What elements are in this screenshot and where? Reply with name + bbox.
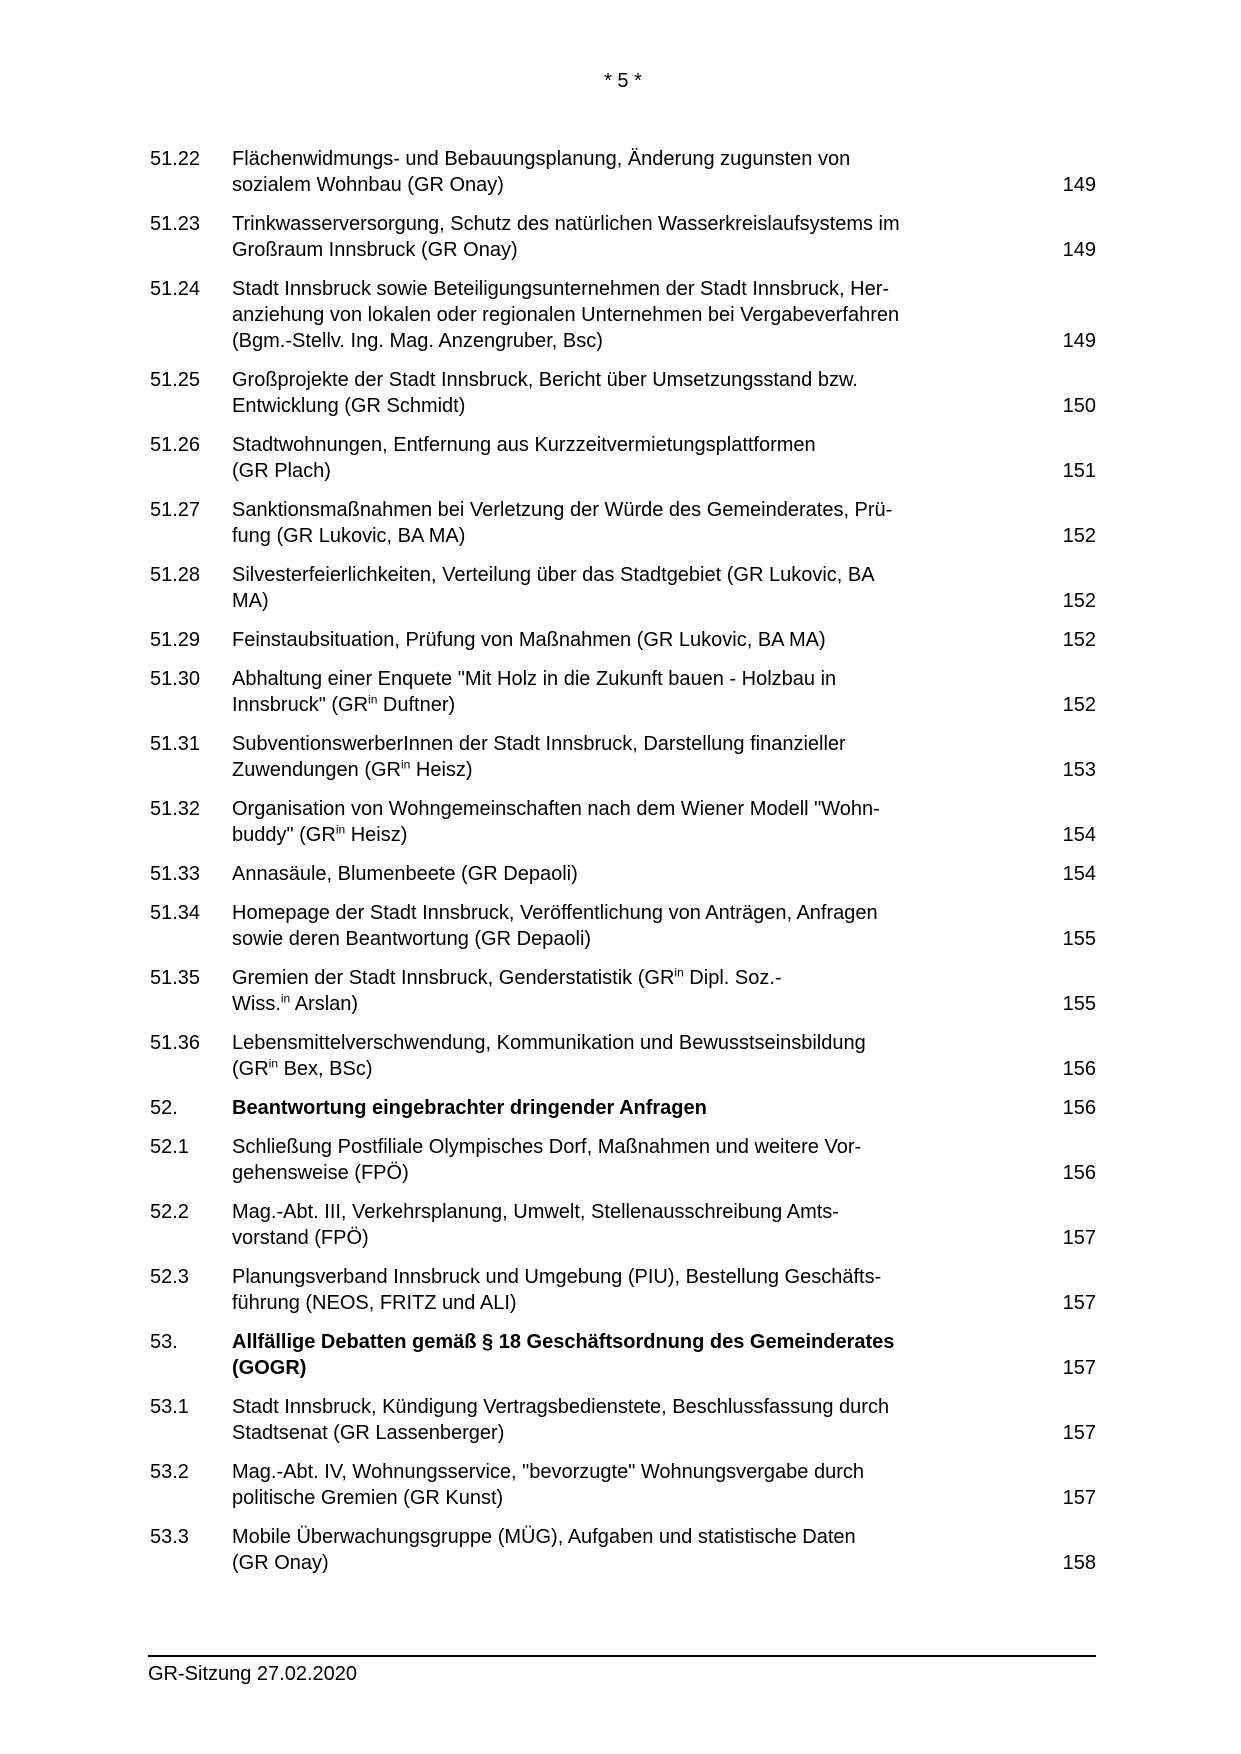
toc-line-text: Mag.-Abt. III, Verkehrsplanung, Umwelt, Stellenausschreibung Amts- [232, 1201, 839, 1223]
footer-text: GR-Sitzung 27.02.2020 [148, 1663, 358, 1685]
toc-item-number: 53.2 [150, 1461, 189, 1483]
toc-item-number: 51.23 [150, 213, 201, 235]
toc-item-title [232, 1329, 1024, 1381]
toc-line-text: gehensweise (FPÖ) [232, 1162, 409, 1184]
toc-item-number: 51.26 [150, 434, 201, 456]
toc-item-page: 151 [1062, 460, 1096, 482]
toc-item [150, 796, 1096, 848]
toc-item [150, 146, 1096, 198]
toc-line-text: (GR [232, 1058, 269, 1080]
toc-item-number: 51.25 [150, 369, 201, 391]
toc-line-text: Großprojekte der Stadt Innsbruck, Bericht über Umsetzungsstand bzw. [232, 369, 858, 391]
toc-item-page: 152 [1062, 694, 1096, 716]
toc-item-number: 51.29 [150, 629, 201, 651]
footer-divider [148, 1655, 1096, 1657]
toc-line-text: (Bgm.-Stellv. Ing. Mag. Anzengruber, Bsc) [232, 330, 603, 352]
toc-item-number: 53.1 [150, 1396, 189, 1418]
toc-line-text: Abhaltung einer Enquete "Mit Holz in die Zukunft bauen - Holzbau in [232, 668, 837, 690]
toc-item [150, 1264, 1096, 1316]
toc-item-title [232, 211, 1024, 263]
toc-line-text: sowie deren Beantwortung (GR Depaoli) [232, 928, 592, 950]
toc-line-text: Großraum Innsbruck (GR Onay) [232, 239, 518, 261]
toc-line-text: Wiss. [232, 993, 281, 1015]
toc-item-number: 51.31 [150, 733, 201, 755]
toc-item-page: 154 [1062, 863, 1096, 885]
toc-item-title [232, 276, 1024, 354]
toc-line-text: Organisation von Wohngemeinschaften nach dem Wiener Modell "Wohn- [232, 798, 880, 820]
toc-item-number: 51.36 [150, 1032, 201, 1054]
toc-line-text: buddy" (GR [232, 824, 336, 846]
toc-item [150, 1095, 1096, 1121]
toc-item-number: 51.32 [150, 798, 201, 820]
toc-item-number: 52.2 [150, 1201, 189, 1223]
toc-item-title [232, 1524, 1024, 1576]
toc-line-text: sozialem Wohnbau (GR Onay) [232, 174, 504, 196]
toc-item-title [232, 1030, 1024, 1082]
toc-item-number: 53.3 [150, 1526, 189, 1548]
toc-item-title [232, 1394, 1024, 1446]
toc-item-page: 149 [1062, 174, 1096, 196]
toc-item-title [232, 432, 1024, 484]
toc-item-title [232, 1199, 1024, 1251]
toc-item-title [232, 861, 1024, 887]
toc-line-text: Stadtwohnungen, Entfernung aus Kurzzeitvermietungsplattformen [232, 434, 816, 456]
toc-line-text: MA) [232, 590, 269, 612]
page-number-header: * 5 * [604, 70, 642, 92]
toc-line-text: Stadt Innsbruck, Kündigung Vertragsbedienstete, Beschlussfassung durch [232, 1396, 890, 1418]
toc-item [150, 1199, 1096, 1251]
toc-item-title [232, 796, 1024, 848]
toc-line-text: Lebensmittelverschwendung, Kommunikation und Bewusstseinsbildung [232, 1032, 866, 1054]
toc-item-page: 157 [1062, 1292, 1096, 1314]
toc-item-number: 52.1 [150, 1136, 189, 1158]
toc-item-title [232, 367, 1024, 419]
toc-line-text: Trinkwasserversorgung, Schutz des natürlichen Wasserkreislaufsystems im [232, 213, 900, 235]
toc-item-page: 157 [1062, 1487, 1096, 1509]
toc-item [150, 731, 1096, 783]
superscript-in: in [674, 965, 684, 980]
toc-line-text: Flächenwidmungs- und Bebauungsplanung, Änderung zugunsten von [232, 148, 851, 170]
toc-line-text: Heisz) [345, 824, 408, 846]
toc-item [150, 1329, 1096, 1381]
toc-item [150, 1030, 1096, 1082]
toc-item-page: 150 [1062, 395, 1096, 417]
toc-item [150, 432, 1096, 484]
toc-line-text: führung (NEOS, FRITZ und ALI) [232, 1292, 517, 1314]
superscript-in: in [335, 822, 346, 837]
toc-line-text: (GR Onay) [232, 1552, 329, 1574]
toc-item-page: 149 [1062, 239, 1096, 261]
toc-item-number: 52. [150, 1097, 178, 1119]
toc-line-text: Bex, BSc) [278, 1058, 373, 1080]
toc-item-number: 51.28 [150, 564, 201, 586]
toc-item [150, 627, 1096, 653]
toc-item [150, 1134, 1096, 1186]
toc-item-page: 156 [1062, 1058, 1096, 1080]
toc-item-page: 157 [1062, 1227, 1096, 1249]
toc-line-text: Stadt Innsbruck sowie Beteiligungsunternehmen der Stadt Innsbruck, Her- [232, 278, 890, 300]
toc-line-text: Zuwendungen (GR [232, 759, 401, 781]
toc-item-title [232, 666, 1024, 718]
toc-line-text: Schließung Postfiliale Olympisches Dorf, Maßnahmen und weitere Vor- [232, 1136, 862, 1158]
toc-item [150, 1524, 1096, 1576]
toc-item-number: 51.34 [150, 902, 201, 924]
toc-line-text: (GOGR) [232, 1357, 307, 1379]
toc-item-page: 152 [1062, 590, 1096, 612]
toc-item-number: 51.30 [150, 668, 201, 690]
superscript-in: in [368, 692, 378, 707]
superscript-in: in [400, 757, 411, 772]
toc-item [150, 276, 1096, 354]
toc-line-text: anziehung von lokalen oder regionalen Unternehmen bei Vergabeverfahren [232, 304, 900, 326]
toc-line-text: Mag.-Abt. IV, Wohnungsservice, "bevorzugte" Wohnungsvergabe durch [232, 1461, 864, 1483]
toc-line-text: Stadtsenat (GR Lassenberger) [232, 1422, 505, 1444]
toc-line-text: Arslan) [290, 993, 359, 1015]
toc-item-number: 53. [150, 1331, 178, 1353]
toc-item [150, 861, 1096, 887]
toc-line-text: Heisz) [410, 759, 473, 781]
toc-line-text: Silvesterfeierlichkeiten, Verteilung über das Stadtgebiet (GR Lukovic, BA [232, 564, 875, 586]
toc-item-page: 156 [1062, 1097, 1096, 1119]
toc-item-title [232, 1134, 1024, 1186]
toc-line-text: politische Gremien (GR Kunst) [232, 1487, 504, 1509]
toc-line-text: Gremien der Stadt Innsbruck, Genderstatistik (GR [232, 967, 675, 989]
toc-item-title [232, 900, 1024, 952]
toc-item-page: 154 [1062, 824, 1096, 846]
toc-line-text: Annasäule, Blumenbeete (GR Depaoli) [232, 863, 578, 885]
toc-line-text: Dipl. Soz.- [683, 967, 782, 989]
toc-item [150, 965, 1096, 1017]
toc-line-text: Innsbruck" (GR [232, 694, 369, 716]
toc-line-text: Feinstaubsituation, Prüfung von Maßnahmen (GR Lukovic, BA MA) [232, 629, 826, 651]
toc-item-title [232, 146, 1024, 198]
toc-line-text: (GR Plach) [232, 460, 331, 482]
toc-line-text: Homepage der Stadt Innsbruck, Veröffentlichung von Anträgen, Anfragen [232, 902, 878, 924]
toc-item-number: 51.24 [150, 278, 201, 300]
toc-line-text: Mobile Überwachungsgruppe (MÜG), Aufgaben und statistische Daten [232, 1526, 856, 1548]
toc-item [150, 666, 1096, 718]
toc-line-text: Allfällige Debatten gemäß § 18 Geschäftsordnung des Gemeinderates [232, 1331, 895, 1353]
toc-line-text: Entwicklung (GR Schmidt) [232, 395, 466, 417]
toc-item [150, 211, 1096, 263]
toc-item-number: 52.3 [150, 1266, 189, 1288]
toc-item-page: 155 [1062, 993, 1096, 1015]
toc-line-text: SubventionswerberInnen der Stadt Innsbruck, Darstellung finanzieller [232, 733, 846, 755]
toc-item-title [232, 965, 1024, 1017]
toc-line-text: Planungsverband Innsbruck und Umgebung (PIU), Bestellung Geschäfts- [232, 1266, 882, 1288]
toc-item-page: 155 [1062, 928, 1096, 950]
toc-item-page: 156 [1062, 1162, 1096, 1184]
toc-line-text: vorstand (FPÖ) [232, 1227, 369, 1249]
toc-item-page: 157 [1062, 1422, 1096, 1444]
toc-item [150, 497, 1096, 549]
toc-line-text: fung (GR Lukovic, BA MA) [232, 525, 466, 547]
toc-item-title [232, 1264, 1024, 1316]
toc-item [150, 1394, 1096, 1446]
toc-item-page: 152 [1062, 525, 1096, 547]
superscript-in: in [268, 1056, 279, 1071]
toc-item-number: 51.35 [150, 967, 201, 989]
toc-item-number: 51.22 [150, 148, 201, 170]
toc-item-page: 153 [1062, 759, 1096, 781]
toc-item [150, 367, 1096, 419]
toc-item-page: 152 [1062, 629, 1096, 651]
toc-item [150, 562, 1096, 614]
toc-item-page: 158 [1062, 1552, 1096, 1574]
toc-line-text: Duftner) [377, 694, 456, 716]
toc-item-title [232, 1459, 1024, 1511]
table-of-contents [150, 146, 1096, 1589]
toc-line-text: Sanktionsmaßnahmen bei Verletzung der Würde des Gemeinderates, Prü- [232, 499, 893, 521]
toc-item-page: 149 [1062, 330, 1096, 352]
superscript-in: in [280, 991, 291, 1006]
toc-item [150, 900, 1096, 952]
toc-item [150, 1459, 1096, 1511]
toc-item-number: 51.27 [150, 499, 201, 521]
toc-item-title [232, 562, 1024, 614]
toc-line-text: Beantwortung eingebrachter dringender Anfragen [232, 1097, 707, 1119]
toc-item-title [232, 731, 1024, 783]
toc-item-page: 157 [1062, 1357, 1096, 1379]
toc-item-number: 51.33 [150, 863, 201, 885]
toc-item-title [232, 497, 1024, 549]
toc-item-title [232, 627, 1024, 653]
toc-item-title [232, 1095, 1024, 1121]
